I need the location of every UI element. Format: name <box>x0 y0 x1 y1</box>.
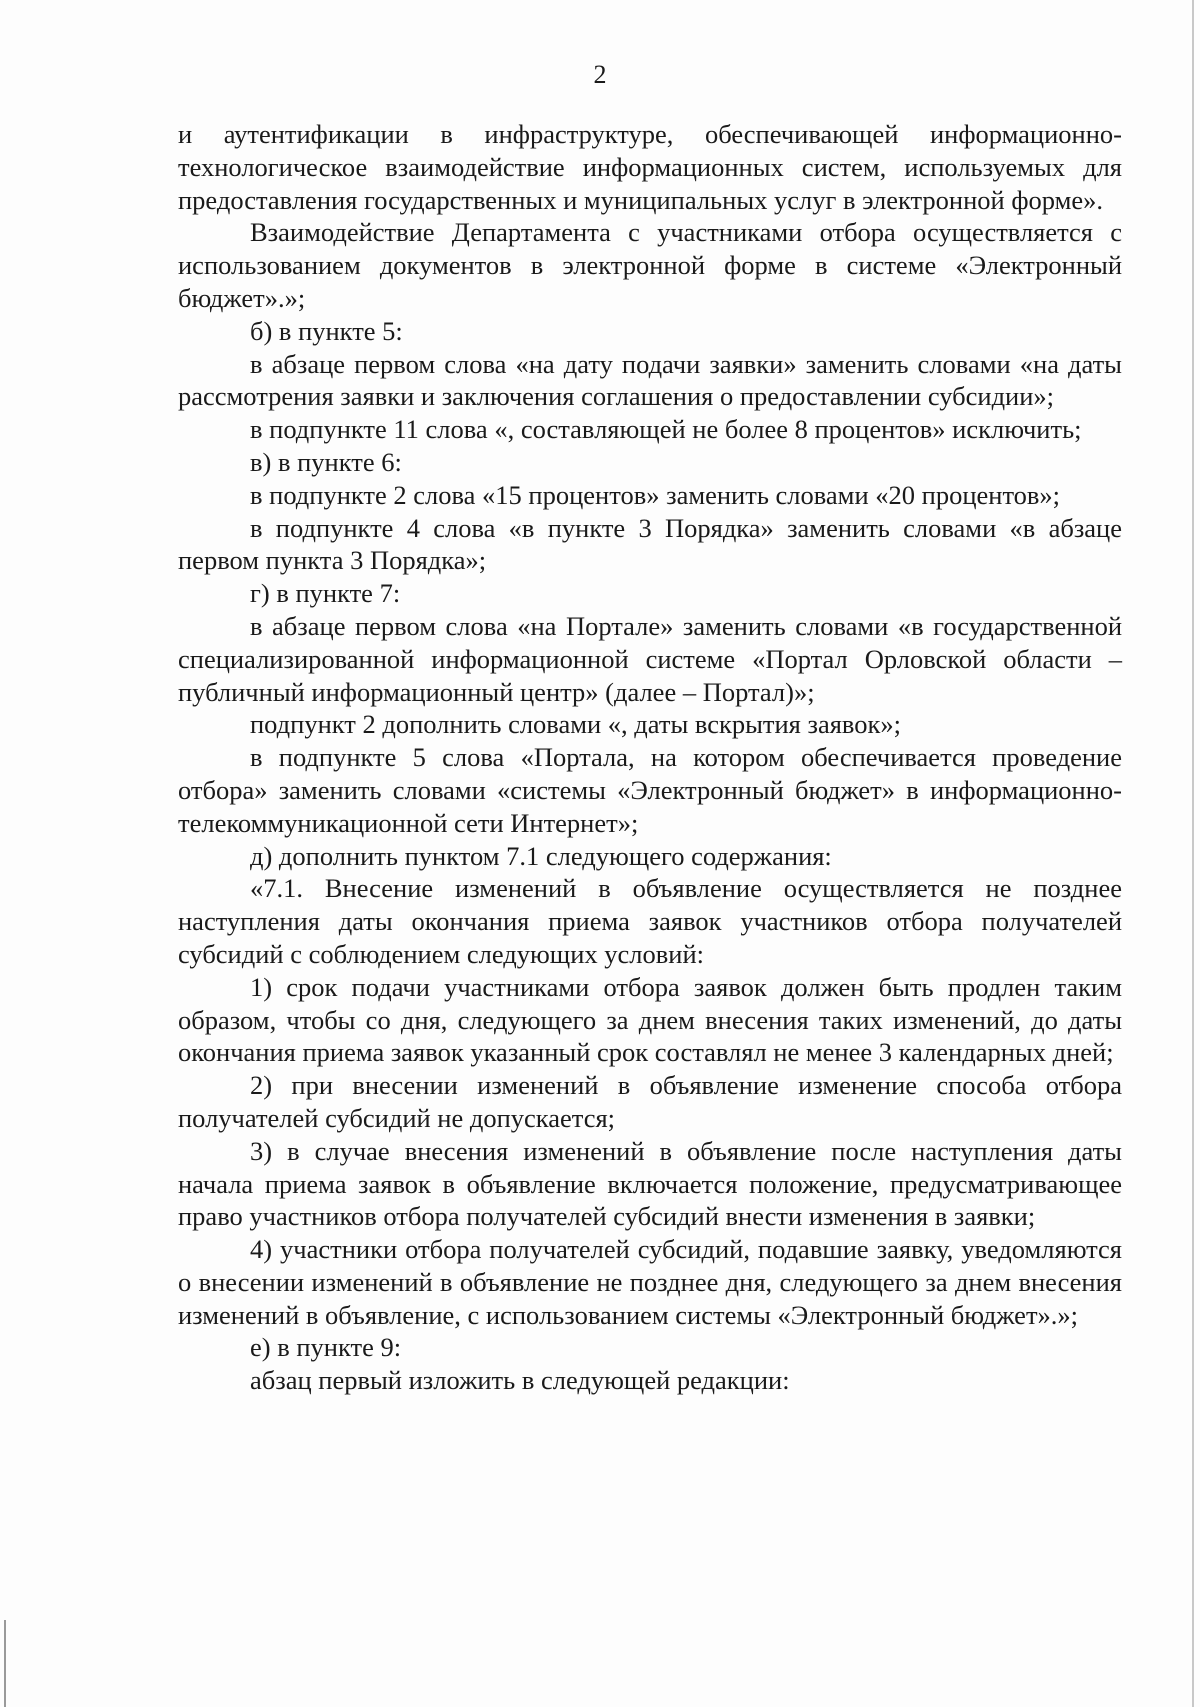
paragraph: в подпункте 4 слова «в пункте 3 Порядка» заменить словами «в абзаце первом пункта 3 Порядка»; <box>178 512 1122 576</box>
list-item-subpoint-b: б) в пункте 5: <box>250 315 403 346</box>
scan-edge-line <box>1192 0 1194 1707</box>
paragraph: подпункт 2 дополнить словами «, даты вскрытия заявок»; <box>250 709 901 740</box>
paragraph: в подпункте 11 слова «, составляющей не более 8 процентов» исключить; <box>250 414 1082 445</box>
paragraph: «7.1. Внесение изменений в объявление осуществляется не позднее наступления даты окончания приема заявок участников отбора получателей субсидий с соблюдением следующих условий: <box>178 873 1122 969</box>
list-item-condition-2: 2) при внесении изменений в объявление изменение способа отбора получателей субсидий не допускается; <box>178 1070 1122 1133</box>
paragraph: в подпункте 2 слова «15 процентов» заменить словами «20 процентов»; <box>250 479 1061 510</box>
page-number: 2 <box>593 60 607 89</box>
paragraph: Взаимодействие Департамента с участниками отбора осуществляется с использованием документов в электронной форме в системе «Электронный бюджет».»; <box>178 217 1122 313</box>
list-item-subpoint-d: д) дополнить пунктом 7.1 следующего содержания: <box>250 840 832 871</box>
list-item-subpoint-g: г) в пункте 7: <box>250 578 401 609</box>
list-item-condition-4: 4) участники отбора получателей субсидий, подавшие заявку, уведомляются о внесении изменений в объявление не позднее дня, следующего за днем внесения изменений в объявление, с использованием системы «Электронный бюджет».»; <box>178 1234 1122 1330</box>
paragraph: в абзаце первом слова «на Портале» заменить словами «в государственной специализированной информационной системе «Портал Орловской области – публичный информационный центр» (далее – Портал)»; <box>178 610 1122 707</box>
paragraph: в подпункте 5 слова «Портала, на котором обеспечивается проведение отбора» заменить словами «системы «Электронный бюджет» в информационно-телекоммуникационной сети Интернет»; <box>178 742 1122 838</box>
document-body <box>178 118 1122 1397</box>
list-item-condition-1: 1) срок подачи участниками отбора заявок должен быть продлен таким образом, чтобы со дня, следующего за днем внесения таких изменений, до даты окончания приема заявок указанный срок составлял не менее 3 календарных дней; <box>178 971 1122 1068</box>
list-item-subpoint-v: в) в пункте 6: <box>250 446 402 477</box>
paragraph: абзац первый изложить в следующей редакции: <box>250 1365 790 1396</box>
scan-edge-mark <box>4 1620 6 1707</box>
list-item-condition-3: 3) в случае внесения изменений в объявление после наступления даты начала приема заявок в объявление включается положение, предусматривающее право участников отбора получателей субсидий внести изменения в заявки; <box>178 1135 1122 1232</box>
paragraph-continuation: и аутентификации в инфраструктуре, обеспечивающей информационно-технологическое взаимодействие информационных систем, используемых для предоставления государственных и муниципальных услуг в электронной форме». <box>178 119 1122 215</box>
paragraph: в абзаце первом слова «на дату подачи заявки» заменить словами «на даты рассмотрения заявки и заключения соглашения о предоставлении субсидии»; <box>178 348 1122 412</box>
list-item-subpoint-e: е) в пункте 9: <box>250 1332 402 1363</box>
